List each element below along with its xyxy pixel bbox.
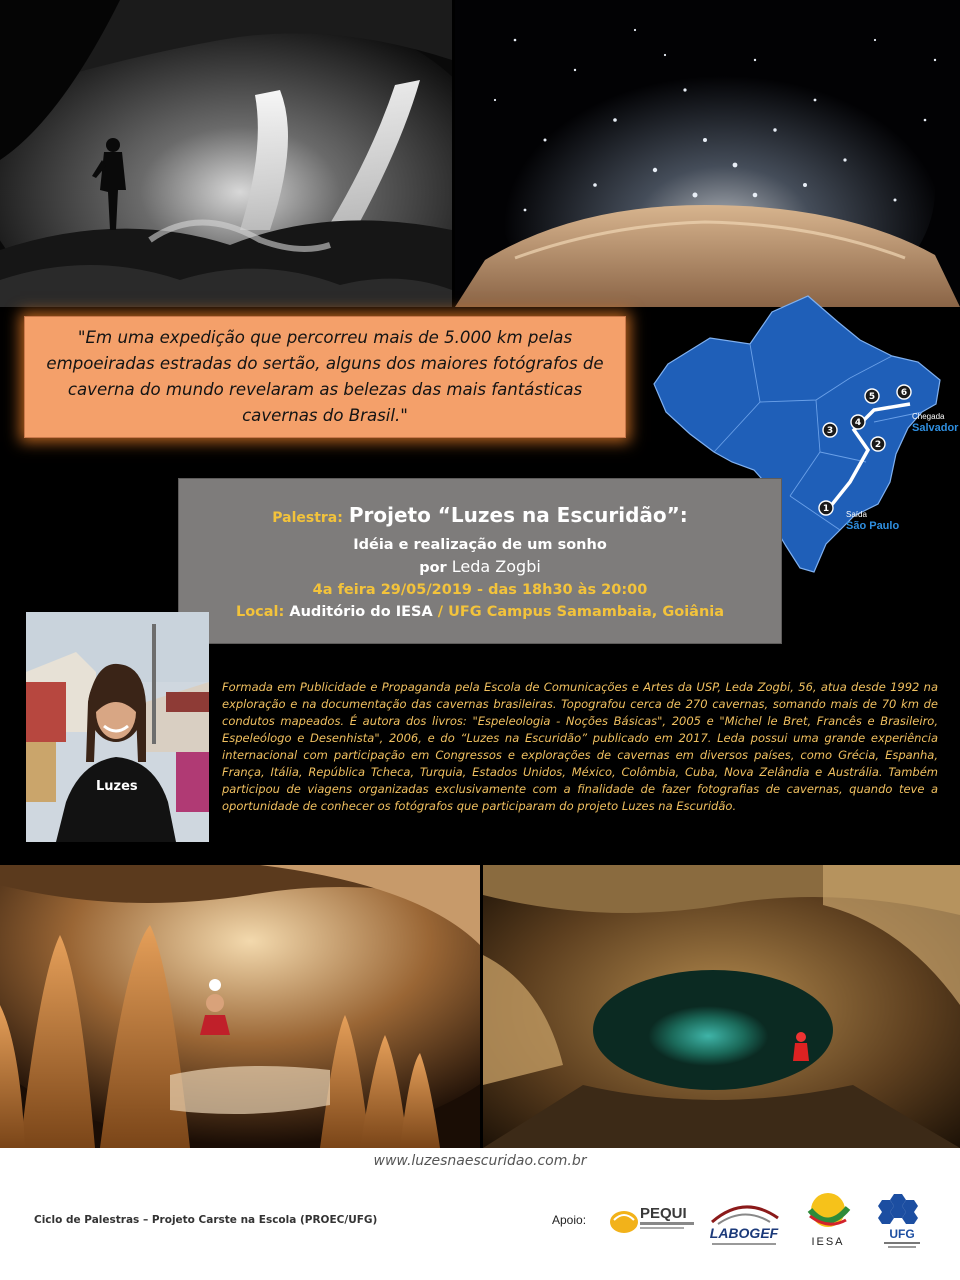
shirt-text: Luzes	[96, 779, 138, 794]
talk-speaker-line	[179, 556, 781, 579]
talk-info-box	[178, 478, 782, 644]
departure-city: São Paulo	[846, 520, 900, 532]
water-splash-photo	[455, 0, 960, 307]
waypoint-1: 1	[822, 504, 830, 514]
labogef-logo-text: LABOGEF	[709, 1225, 779, 1241]
underground-pool-photo	[483, 865, 960, 1148]
lecture-cycle-text: Ciclo de Palestras – Projeto Carste na Escola (PROEC/UFG)	[34, 1214, 378, 1226]
speaker-biography: Formada em Publicidade e Propaganda pela Escola de Comunicações e Artes da USP, Leda Zogbi, 56, atua desde 1992 na exploração e na documentação das cavernas brasileiras. Topografou cerca de 270 cavernas, somando mais de 70 km de condutos mapeados. É autora dos livros: "Espeleologia - Noções Básicas", 2005 e "Michel le Bret, Francês e Brasileiro, Espeleólogo e Desenhista", 2006, e do “Luzes na Escuridão” publicado em 2017. Leda possui uma grande experiência internacional com participação em Congressos e explorações de cavernas em diversos países, como Grécia, Espanha, França, Itália, República Tcheca, Turquia, Estados Unidos, México, Colômbia, Cuba, Nova Zelândia e Austrália. Também participou de viagens organizadas exclusivamente com a finalidade de fazer fotografias de cavernas, quando teve a oportunidade de conhecer os fotógrafos que participaram do projeto Luzes na Escuridão.	[222, 680, 938, 813]
ufg-logo-text: UFG	[889, 1227, 915, 1241]
arrival-city: Salvador	[912, 422, 959, 434]
iesa-logo-text: IESA	[811, 1236, 845, 1248]
talk-prefix: Palestra:	[272, 510, 343, 526]
talk-subtitle: Idéia e realização de um sonho	[353, 537, 607, 553]
talk-location-label: Local:	[235, 604, 285, 620]
ufg-logo	[872, 1190, 932, 1252]
talk-location-line	[179, 601, 781, 623]
talk-title-line	[179, 501, 781, 532]
talk-location-rest: / UFG Campus Samambaia, Goiânia	[437, 604, 725, 620]
talk-by: por	[419, 560, 447, 576]
speaker-portrait-photo	[26, 612, 209, 842]
talk-title: Projeto “Luzes na Escuridão”:	[348, 503, 688, 527]
stalagmites-cave-photo	[0, 865, 480, 1148]
waterfall-cave-photo	[0, 0, 452, 307]
waypoint-3: 3	[826, 426, 834, 436]
departure-caption: Saída	[846, 510, 867, 519]
pequi-logo	[608, 1196, 698, 1240]
waypoint-4: 4	[854, 418, 862, 428]
quote-text: "Em uma expedição que percorreu mais de 5.000 km pelas empoeiradas estradas do sertão, alguns dos maiores fotógrafos de caverna do mundo revelaram as belezas das mais fantásticas cavernas do Brasil."	[46, 328, 604, 425]
labogef-logo	[704, 1196, 784, 1252]
talk-datetime: 4a feira 29/05/2019 - das 18h30 às 20:00	[312, 582, 648, 598]
pequi-logo-text: PEQUI	[640, 1205, 687, 1222]
waypoint-2: 2	[874, 440, 882, 450]
website-link[interactable]: www.luzesnaescuridao.com.br	[373, 1153, 587, 1169]
talk-speaker: Leda Zogbi	[451, 557, 541, 576]
support-label: Apoio:	[552, 1213, 587, 1227]
arrival-caption: Chegada	[912, 412, 945, 421]
talk-location-venue: Auditório do IESA	[289, 604, 433, 620]
waypoint-6: 6	[900, 388, 908, 398]
iesa-logo	[798, 1190, 858, 1250]
quote-box	[24, 316, 626, 438]
waypoint-5: 5	[868, 392, 876, 402]
